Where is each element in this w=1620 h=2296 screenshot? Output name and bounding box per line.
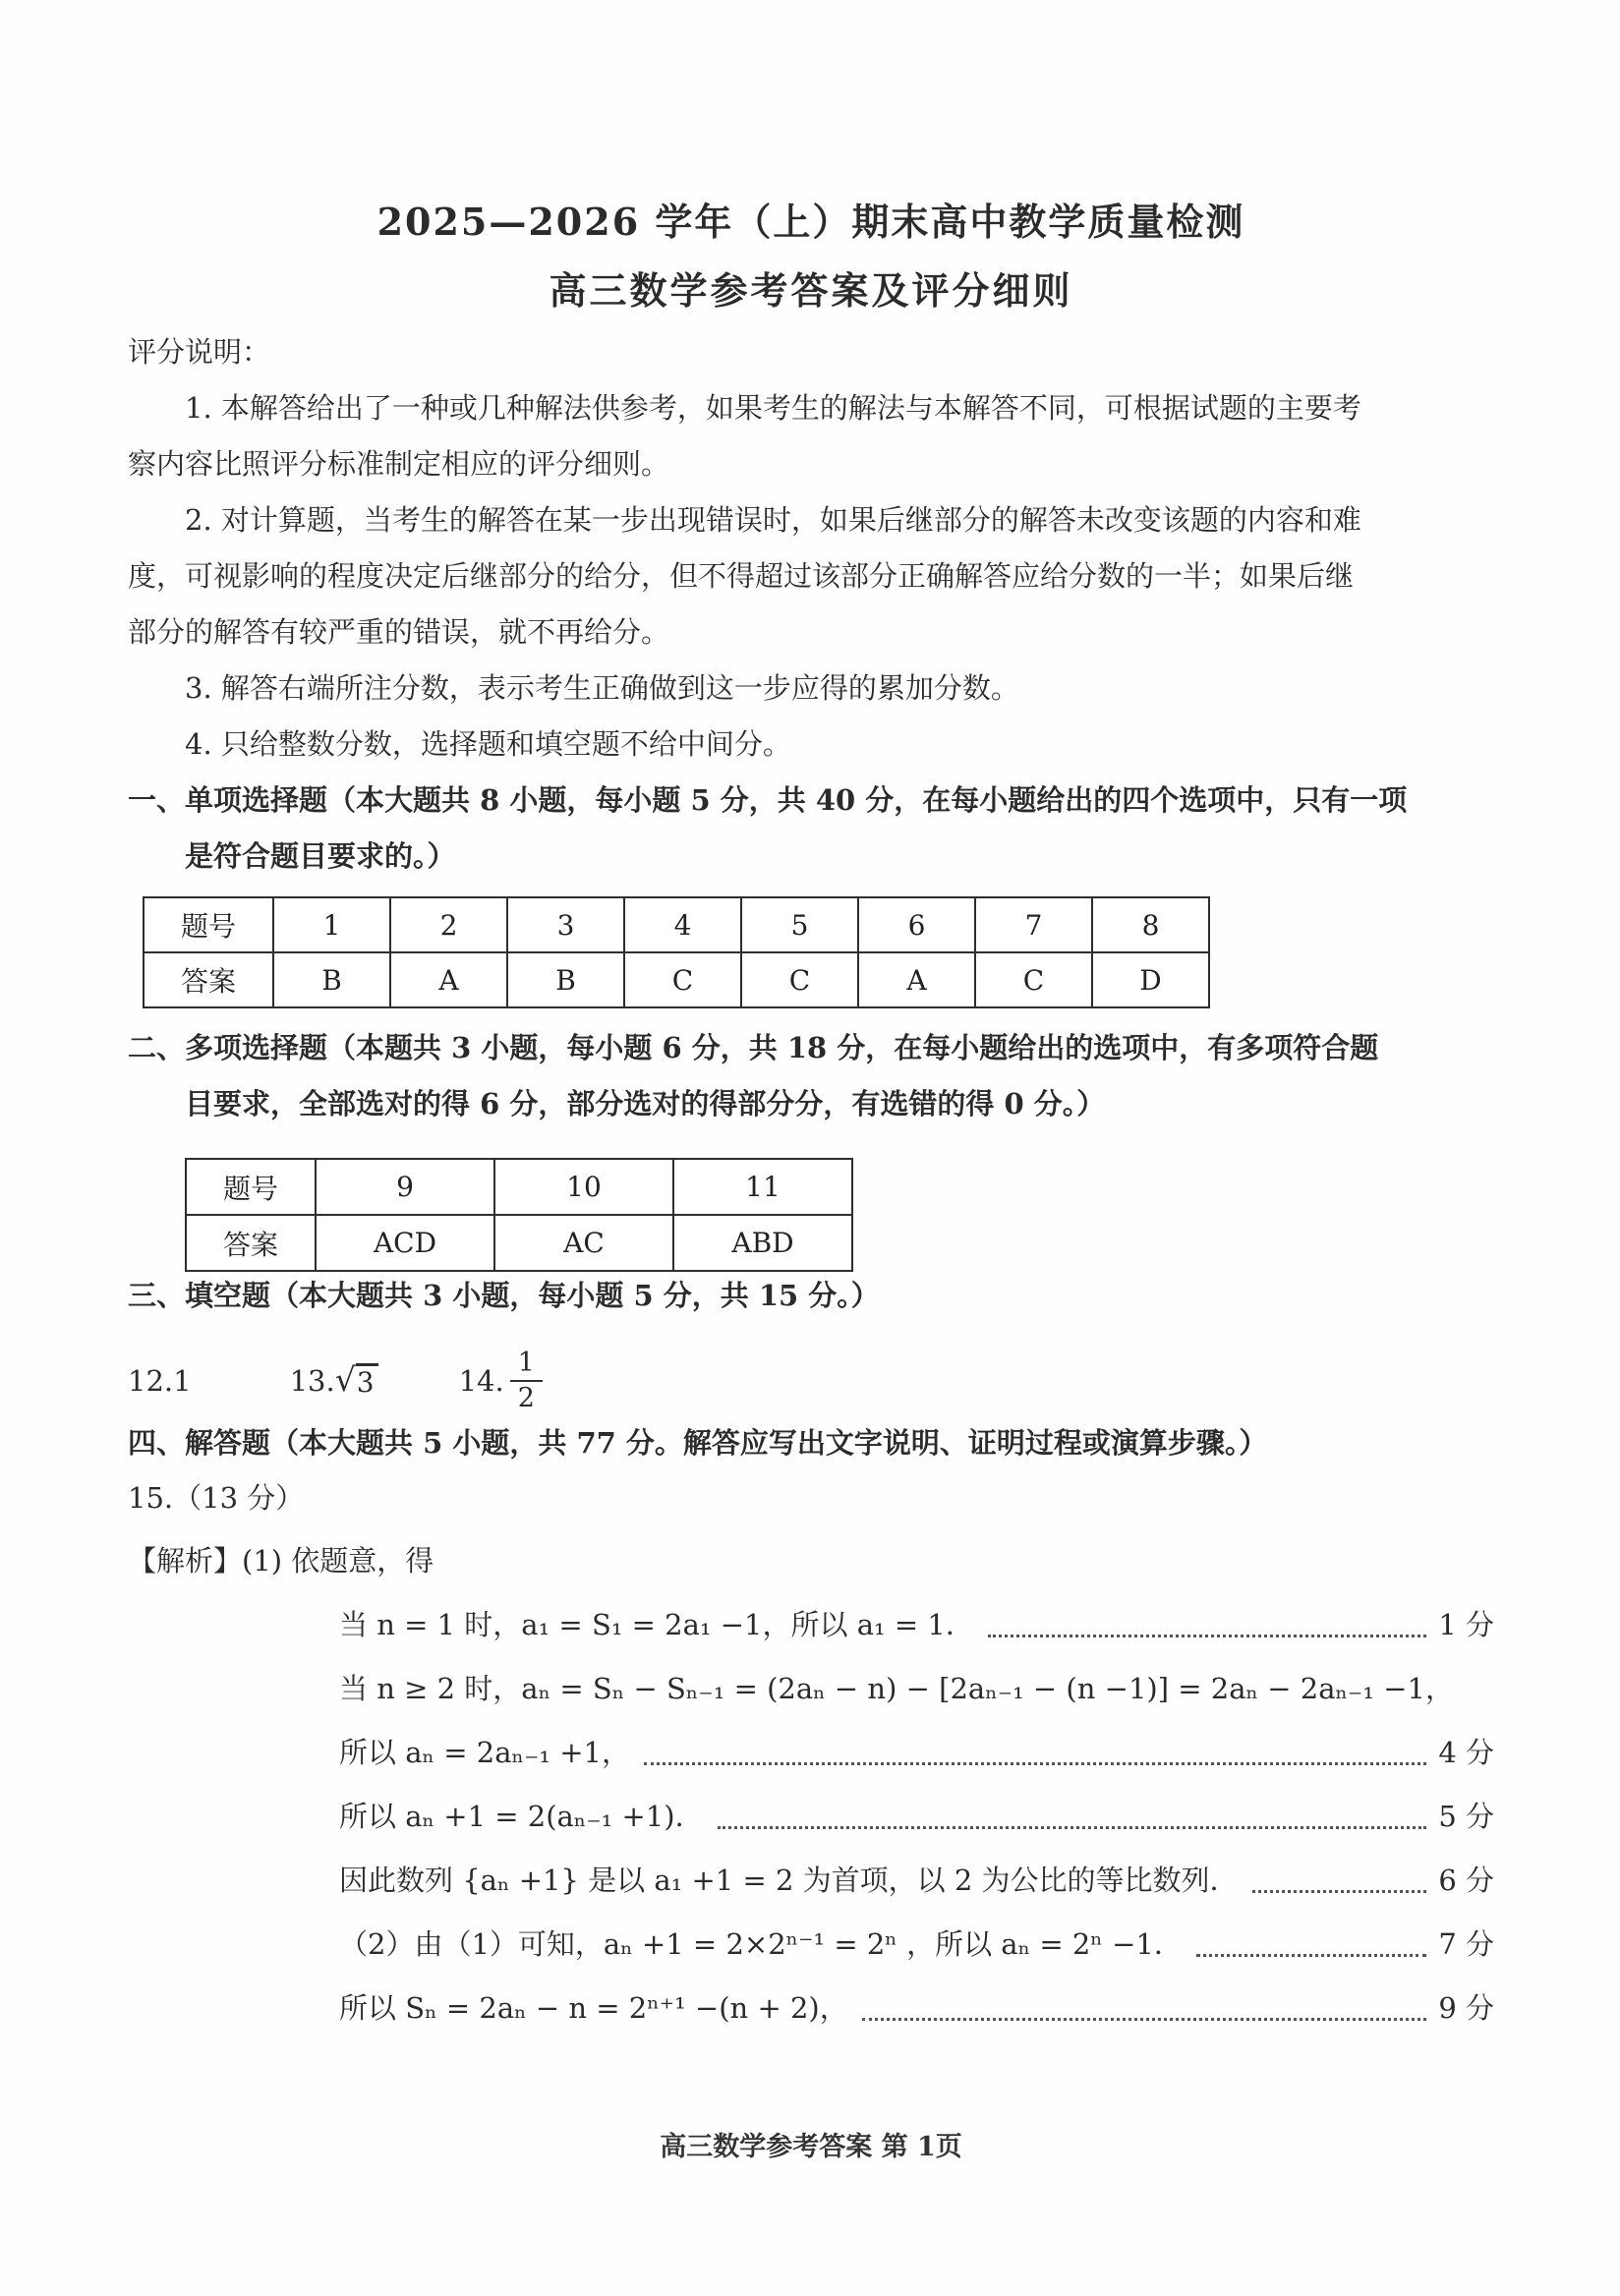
fraction-denominator: 2 [517, 1383, 535, 1413]
table-cell: 5 [741, 897, 858, 952]
answer-12 [128, 1364, 192, 1398]
step-score: 7 分 [1438, 1927, 1494, 1961]
solution-step [128, 1657, 1494, 1721]
scoring-notes-heading: 评分说明： [128, 335, 271, 369]
table-row-answers [144, 952, 1209, 1007]
table-cell: 2 [390, 897, 507, 952]
table-cell: 1 [273, 897, 390, 952]
table-cell: D [1092, 952, 1209, 1007]
problem-15-solution [128, 1529, 1494, 2040]
step-text: 因此数列 {aₙ +1} 是以 a₁ +1 = 2 为首项，以 2 为公比的等比数列． [339, 1864, 1239, 1897]
multi-choice-answer-table [185, 1158, 853, 1272]
note-4: 4. 只给整数分数，选择题和填空题不给中间分。 [185, 727, 791, 761]
note-2-line-3: 部分的解答有较严重的错误，就不再给分。 [128, 615, 670, 649]
solution-step [128, 1849, 1494, 1913]
step-score: 9 分 [1438, 1991, 1494, 2025]
solution-step [128, 1913, 1494, 1977]
answer-13 [289, 1359, 378, 1399]
table-cell: B [273, 952, 390, 1007]
dotted-leader [1196, 1954, 1427, 1957]
solution-step [128, 1593, 1494, 1657]
table-cell: ABD [673, 1215, 852, 1271]
section-single-choice-heading [128, 773, 1494, 885]
table-cell: 8 [1092, 897, 1209, 952]
dotted-leader [862, 2018, 1427, 2021]
table-cell: C [624, 952, 741, 1007]
page-footer: 高三数学参考答案 第 1页 [660, 2132, 962, 2162]
table-row-answers [186, 1215, 852, 1271]
table-cell: AC [494, 1215, 673, 1271]
page-title: 2025—2026 学年（上）期末高中教学质量检测 [376, 200, 1245, 244]
table-cell: A [390, 952, 507, 1007]
step-text: 所以 aₙ +1 = 2(aₙ₋₁ +1)． [339, 1800, 704, 1833]
answer-13-value-radical [334, 1359, 378, 1399]
table-row-numbers [186, 1159, 852, 1215]
solution-step [128, 1785, 1494, 1849]
fill-in-answers [128, 1335, 1494, 1427]
section-single-choice-line-2: 是符合题目要求的。） [185, 839, 456, 873]
table-cell: C [741, 952, 858, 1007]
table-header-cell: 答案 [144, 952, 273, 1007]
step-score: 6 分 [1438, 1864, 1494, 1897]
section-multi-choice-line-2: 目要求，全部选对的得 6 分，部分选对的得部分分，有选错的得 0 分。） [185, 1087, 1106, 1120]
table-cell: C [975, 952, 1092, 1007]
radicand: 3 [356, 1363, 378, 1399]
section-multi-choice-heading [128, 1020, 1494, 1132]
step-score: 5 分 [1438, 1800, 1494, 1833]
table-header-cell: 题号 [144, 897, 273, 952]
analysis-label: 【解析】(1) 依题意，得 [128, 1544, 434, 1578]
table-cell: ACD [316, 1215, 494, 1271]
step-text: 所以 aₙ = 2aₙ₋₁ +1， [339, 1736, 630, 1769]
step-text: 所以 Sₙ = 2aₙ − n = 2ⁿ⁺¹ −(n + 2)， [339, 1991, 848, 2025]
page-subtitle: 高三数学参考答案及评分细则 [549, 268, 1073, 313]
dotted-leader [644, 1762, 1426, 1765]
table-row-numbers [144, 897, 1209, 952]
section-fill-in-heading: 三、填空题（本大题共 3 小题，每小题 5 分，共 15 分。） [128, 1279, 880, 1312]
note-2-line-2: 度，可视影响的程度决定后继部分的给分，但不得超过该部分正确解答应给分数的一半；如果后继 [128, 559, 1355, 593]
table-cell: 3 [507, 897, 624, 952]
step-text: 当 n = 1 时，a₁ = S₁ = 2a₁ −1，所以 a₁ = 1． [339, 1608, 974, 1641]
solution-step [128, 1977, 1494, 2040]
answer-14 [459, 1348, 543, 1415]
table-header-cell: 答案 [186, 1215, 316, 1271]
problem-15-label: 15.（13 分） [128, 1481, 305, 1515]
table-cell: A [858, 952, 975, 1007]
table-cell: 6 [858, 897, 975, 952]
section-multi-choice-line-1: 二、多项选择题（本题共 3 小题，每小题 6 分，共 18 分，在每小题给出的选项中，有多项符合题 [128, 1031, 1379, 1064]
dotted-leader [1252, 1890, 1427, 1893]
note-1-line-1: 1. 本解答给出了一种或几种解法供参考，如果考生的解法与本解答不同，可根据试题的主要考 [185, 391, 1361, 425]
section-solutions-heading: 四、解答题（本大题共 5 小题，共 77 分。解答应写出文字说明、证明过程或演算步骤。） [128, 1426, 1268, 1460]
section-single-choice-line-1: 一、单项选择题（本大题共 8 小题，每小题 5 分，共 40 分，在每小题给出的四个选项中，只有一项 [128, 783, 1408, 817]
table-header-cell: 题号 [186, 1159, 316, 1215]
table-cell: B [507, 952, 624, 1007]
answer-13-label: 13. [289, 1364, 335, 1398]
step-text: （2）由（1）可知，aₙ +1 = 2×2ⁿ⁻¹ = 2ⁿ ，所以 aₙ = 2ⁿ −1． [339, 1927, 1183, 1961]
answer-12-label: 12. [128, 1364, 174, 1398]
radical-symbol: √ [334, 1359, 356, 1399]
table-cell: 7 [975, 897, 1092, 952]
dotted-leader [988, 1635, 1426, 1637]
answer-14-value-fraction [510, 1348, 543, 1415]
note-1-line-2: 察内容比照评分标准制定相应的评分细则。 [128, 447, 670, 481]
solution-step [128, 1721, 1494, 1785]
table-cell: 9 [316, 1159, 494, 1215]
scoring-notes [128, 324, 1494, 773]
step-score: 4 分 [1438, 1736, 1494, 1769]
table-cell: 10 [494, 1159, 673, 1215]
fraction-numerator: 1 [510, 1348, 543, 1382]
note-2-line-1: 2. 对计算题，当考生的解答在某一步出现错误时，如果后继部分的解答未改变该题的内容和难 [185, 503, 1361, 537]
dotted-leader [718, 1826, 1427, 1829]
step-text: 当 n ≥ 2 时，aₙ = Sₙ − Sₙ₋₁ = (2aₙ − n) − [2aₙ₋₁ − (n −1)] = 2aₙ − 2aₙ₋₁ −1， [339, 1672, 1454, 1705]
answer-12-value: 1 [173, 1364, 192, 1398]
table-cell: 4 [624, 897, 741, 952]
note-3: 3. 解答右端所注分数，表示考生正确做到这一步应得的累加分数。 [185, 671, 1019, 705]
step-score: 1 分 [1438, 1608, 1494, 1641]
table-cell: 11 [673, 1159, 852, 1215]
single-choice-answer-table [143, 896, 1210, 1008]
answer-14-label: 14. [458, 1364, 504, 1398]
